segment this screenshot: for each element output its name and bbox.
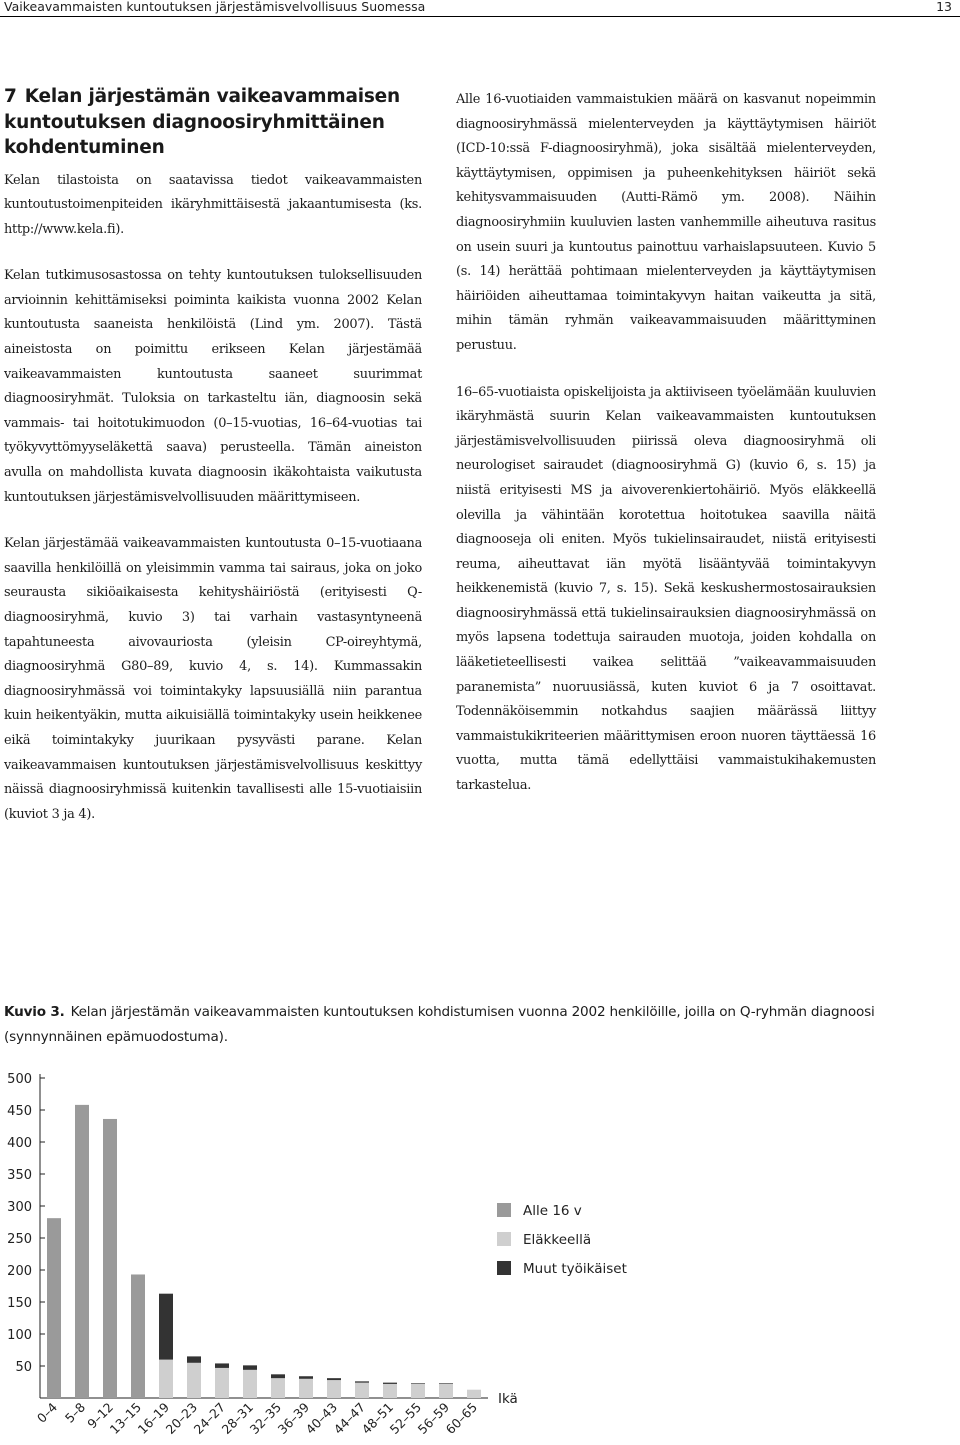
bar-segment: [47, 1218, 61, 1398]
bar-chart: [0, 1066, 960, 1445]
bar-segment: [411, 1383, 425, 1384]
x-tick-label: 60–65: [442, 1399, 481, 1438]
y-tick-label: 350: [7, 1168, 32, 1183]
bar-segment: [159, 1360, 173, 1398]
bar-segment: [299, 1376, 313, 1379]
x-tick-label: 48–51: [358, 1399, 397, 1438]
bar-segment: [131, 1274, 145, 1398]
y-tick-label: 400: [7, 1136, 32, 1151]
x-tick-label: 40–43: [302, 1399, 341, 1438]
left-column: [4, 84, 422, 849]
bar-segment: [327, 1380, 341, 1398]
x-tick-label: 28–31: [218, 1399, 257, 1438]
bar-segment: [467, 1390, 481, 1398]
bar-segment: [355, 1383, 369, 1398]
x-tick-label: 20–23: [162, 1399, 201, 1438]
bar-segment: [103, 1119, 117, 1398]
running-header: [0, 0, 960, 17]
legend-label: Alle 16 v: [523, 1203, 582, 1219]
bar-segment: [75, 1105, 89, 1398]
bar-segment: [439, 1384, 453, 1398]
legend-label: Eläkkeellä: [523, 1232, 592, 1248]
x-tick-label: 0–4: [33, 1399, 61, 1426]
y-tick-label: 500: [7, 1072, 32, 1087]
left-paragraph-3: Kelan järjestämää vaikeavammaisten kuntoutusta 0–15-vuotiaana saavilla henkilöillä on yleisimmin vamma tai sairaus, joka on joko seurausta sikiöaikaisesta kehityshäiriöstä (erityisesti Q-diagnoosiryhmä, kuvio 3) tai varhain vastasyntyneenä tapahtuneesta aivovauriosta (yleisin CP-oireyhtymä, diagnoosiryhmä G80–89, kuvio 4, s. 14). Kummassakin diagnoosiryhmässä voi toimintakyky lapsuusiällä niin parantua kuin heikentyäkin, mutta aikuisiällä toimintakyky usein heikkenee eikä toimintakyky juurikaan pysyvästi parane. Kelan vaikeavammaisen kuntoutuksen järjestämisvelvollisuus keskittyy näissä diagnoosiryhmissä kuitenkin tavallisesti alle 15-vuotiaisiin (kuviot 3 ja 4).: [4, 536, 422, 822]
x-tick-label: 36–39: [274, 1399, 313, 1438]
left-paragraph-2: Kelan tutkimusosastossa on tehty kuntoutuksen tuloksellisuuden arvioinnin kehittämiseksi poiminta kaikista vuonna 2002 Kelan kuntoutusta saaneista henkilöistä (Lind ym. 2007). Tästä aineistosta on poimittu erikseen Kelan järjestämää vaikeavammaisten kuntoutusta saaneet suurimmat diagnoosiryhmät. Tuloksia on tarkasteltu iän, diagnoosin sekä vammais- tai hoitotukimuodon (0–15-vuotias, 16–64-vuotias tai työkyvyttömyyseläkettä saava) perusteella. Tämän aineiston avulla on mahdollista kuvata diagnoosin ikäkohtaista vaikutusta kuntoutuksen järjestämisvelvollisuuden määrittymiseen.: [4, 268, 422, 505]
x-tick-label: 52–55: [386, 1399, 425, 1438]
bar-segment: [327, 1378, 341, 1380]
running-title: Vaikeavammaisten kuntoutuksen järjestämisvelvollisuus Suomessa: [4, 0, 426, 14]
right-paragraph-2: 16–65-vuotiaista opiskelijoista ja aktiiviseen työelämään kuuluvien ikäryhmästä suurin Kelan vaikeavammaisten kuntoutuksen järjestämisvelvollisuuden piirissä oleva diagnoosiryhmä oli neurologiset sairaudet (diagnoosiryhmä G) (kuvio 6, s. 15) ja niistä erityisesti MS ja aivoverenkiertohäiriö. Myös eläkkeellä olevilla ja vähintään korotettua hoitotukea saavilla näitä diagnooseja oli eniten. Myös tukielinsairaudet, niistä erityisesti reuma, aiheuttavat iän myötä lisääntyvää toimintakyvyn heikkenemistä (kuvio 7, s. 15). Sekä keskushermostosairauksien diagnoosiryhmässä että tukielinsairauksien diagnoosiryhmässä on myös lapsena todettuja sairauden muotoja, joiden kohdalla on lääketieteellisesti vaikea selittää ”vaikeavammaisuuden paranemista” nuoruusiässä, kuten kuviot 6 ja 7 osoittavat. Todennäköisemmin notkahdus saajien määrässä liittyy vammaistukikriteerien määrittymisen eroon nuoren täyttäessä 16 vuotta, mutta tämä edellyttäisi vammaistukihakemusten tarkastelua.: [456, 384, 876, 794]
bar-segment: [299, 1379, 313, 1398]
legend-swatch: [497, 1232, 511, 1246]
page-number: 13: [936, 0, 952, 14]
bar-segment: [187, 1356, 201, 1362]
bar-segment: [215, 1368, 229, 1398]
figure-caption-text: Kelan järjestämän vaikeavammaisten kuntoutuksen kohdistumisen vuonna 2002 henkilöille, joilla on Q-ryhmän diagnoosi (synnynnäinen epämuodostuma).: [4, 1004, 875, 1045]
left-paragraph-1: Kelan tilastoista on saatavissa tiedot vaikeavammaisten kuntoutustoimenpiteiden ikäryhmittäisestä jakaantumisesta (ks. http://www.kela.fi).: [4, 172, 422, 237]
bar-segment: [411, 1384, 425, 1398]
bar-segment: [159, 1294, 173, 1360]
y-tick-label: 450: [7, 1104, 32, 1119]
bar-segment: [383, 1383, 397, 1384]
y-tick-label: 200: [7, 1264, 32, 1279]
y-tick-label: 300: [7, 1200, 32, 1215]
bar-segment: [187, 1363, 201, 1398]
bar-segment: [271, 1378, 285, 1398]
x-tick-label: 16–19: [134, 1399, 173, 1438]
bar-segment: [215, 1363, 229, 1367]
x-tick-label: 5–8: [61, 1399, 89, 1426]
bar-segment: [439, 1383, 453, 1384]
right-column: [456, 88, 876, 821]
right-paragraph-1: Alle 16-vuotiaiden vammaistukien määrä on kasvanut nopeimmin diagnoosiryhmässä mielenterveyden ja käyttäytymisen häiriöt (ICD-10:ssä F-diagnoosiryhmä), joka sisältää mielenterveyden, käyttäytymisen, oppimisen ja puheenkehityksen häiriöt sekä kehitysvammaisuuden (Autti-Rämö ym. 2008). Näihin diagnoosiryhmiin kuuluvien lasten vanhemmille aiheutuva rasitus on usein suuri ja kuntoutus painottuu varhaislapsuuteen. Kuvio 5 (s. 14) herättää pohtimaan mielenterveyden ja käyttäytymisen häiriöiden aiheuttamaa toimintakyvyn haitan vaikeutta ja sitä, mihin tämän ryhmän vaikeavammaisuuden määrittyminen perustuu.: [456, 92, 876, 353]
legend-label: Muut työikäiset: [523, 1261, 627, 1277]
bar-segment: [271, 1374, 285, 1378]
figure-caption: [4, 1000, 884, 1050]
y-tick-label: 100: [7, 1328, 32, 1343]
section-title: Kelan järjestämän vaikeavammaisen kuntoutuksen diagnoosiryhmittäinen kohdentuminen: [4, 86, 401, 158]
section-heading: [4, 84, 422, 161]
legend-swatch: [497, 1203, 511, 1217]
y-tick-label: 250: [7, 1232, 32, 1247]
y-tick-label: 50: [15, 1360, 32, 1375]
bar-segment: [243, 1365, 257, 1369]
figure-label: Kuvio 3.: [4, 1004, 65, 1020]
x-tick-label: 44–47: [330, 1399, 369, 1438]
legend-swatch: [497, 1261, 511, 1275]
section-number: 7: [4, 86, 17, 107]
x-tick-label: 13–15: [106, 1399, 145, 1438]
bar-segment: [383, 1384, 397, 1398]
bar-segment: [355, 1381, 369, 1382]
x-tick-label: 24–27: [190, 1399, 229, 1438]
x-tick-label: 9–12: [84, 1399, 117, 1432]
x-tick-label: 32–35: [246, 1399, 285, 1438]
bar-segment: [243, 1370, 257, 1398]
x-tick-label: 56–59: [414, 1399, 453, 1438]
y-tick-label: 150: [7, 1296, 32, 1311]
x-axis-label: Ikä: [498, 1391, 518, 1407]
